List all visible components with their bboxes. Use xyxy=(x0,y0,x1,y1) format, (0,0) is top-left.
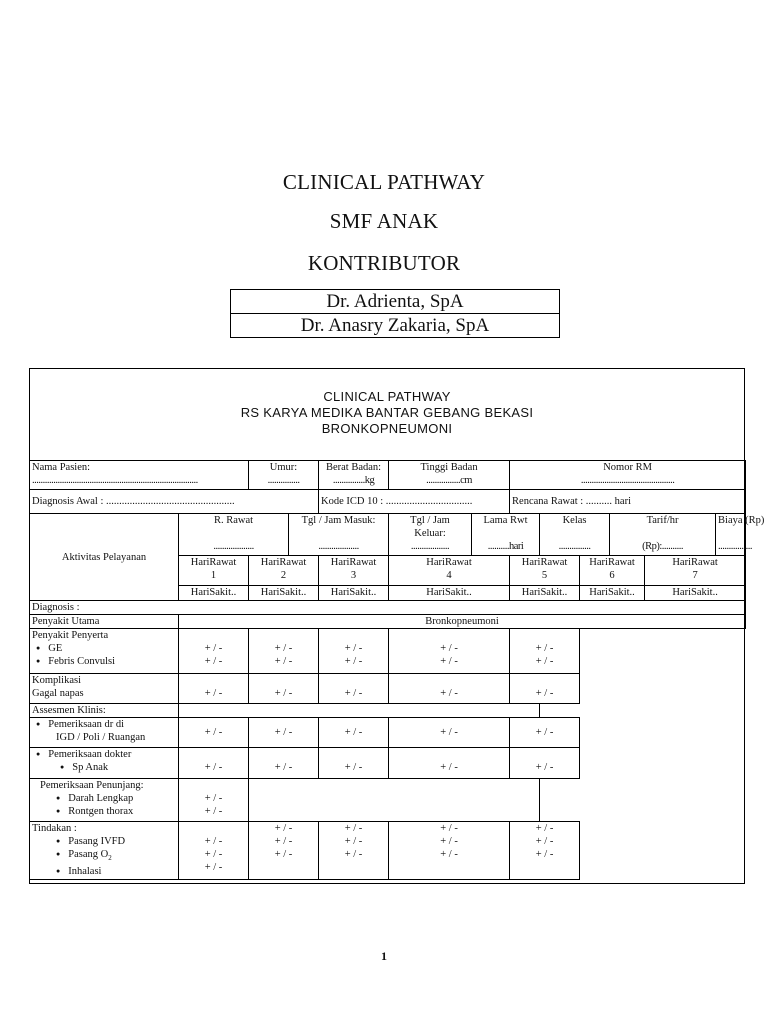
height-field[interactable]: ................cm xyxy=(426,475,472,486)
primary-disease-label: Penyakit Utama xyxy=(30,615,179,629)
empty-cell xyxy=(580,674,746,704)
patient-name-field[interactable]: .............................................................................. xyxy=(32,475,198,486)
cost-cell xyxy=(716,514,765,556)
hospital-day-2: HariRawat 2 xyxy=(249,556,319,586)
planned-stay-field[interactable]: Rencana Rawat : .......... hari xyxy=(510,490,746,514)
procedure-label: Tindakan : xyxy=(32,823,77,834)
contributor-name: Dr. Anasry Zakaria, SpA xyxy=(231,314,560,338)
supporting-exam-xray: ● Rontgen thorax xyxy=(32,805,176,818)
specialist-exam-cell xyxy=(30,748,179,779)
discharge-date-field[interactable]: .................. xyxy=(410,541,450,552)
procedure-ivfd: ● Pasang IVFD xyxy=(32,835,176,848)
length-of-stay-label: Lama Rwt xyxy=(483,515,528,526)
discharge-date-label: Tgl / Jam xyxy=(410,515,450,526)
primary-disease-value: Bronkopneumoni xyxy=(179,615,746,629)
supporting-exam-cell xyxy=(30,779,179,822)
age-label: Umur: xyxy=(269,462,298,473)
icd-code-field[interactable]: Kode ICD 10 : ................................. xyxy=(319,490,510,514)
sick-day-6: HariSakit.. xyxy=(580,586,645,601)
comorbidity-febris: ● Febris Convulsi xyxy=(32,655,176,668)
day1-check[interactable]: + / - xyxy=(179,718,249,748)
day1-check[interactable]: + / - + / - xyxy=(179,779,249,822)
day1-check[interactable]: + / - xyxy=(179,674,249,704)
day4-check[interactable]: + / - xyxy=(389,674,510,704)
admission-date-cell xyxy=(289,514,389,556)
day3-check[interactable]: + / - xyxy=(319,718,389,748)
specialist-exam-label: ● Pemeriksaan dokter xyxy=(32,748,176,761)
day4-check[interactable]: + / - + / - + / - xyxy=(389,822,510,880)
comorbidity-ge: ● GE xyxy=(32,642,176,655)
admission-date-field[interactable]: ................... xyxy=(318,541,359,552)
hospital-day-3: HariRawat 3 xyxy=(319,556,389,586)
day5-check[interactable]: + / - xyxy=(510,748,580,779)
day4-check[interactable]: + / - xyxy=(389,718,510,748)
contributor-title: KONTRIBUTOR xyxy=(307,251,461,275)
empty-cell xyxy=(580,629,746,674)
day2-check[interactable]: + / - + / - xyxy=(249,629,319,674)
admission-date-label: Tgl / Jam Masuk: xyxy=(301,515,376,526)
specialist-exam-item: ● Sp Anak xyxy=(32,761,176,774)
contributor-name: Dr. Adrienta, SpA xyxy=(231,290,560,314)
form-heading-hospital: RS KARYA MEDIKA BANTAR GEBANG BEKASI xyxy=(240,405,534,420)
day5-check[interactable]: + / - + / - + / - xyxy=(510,822,580,880)
day5-check[interactable]: + / - xyxy=(510,674,580,704)
hospital-day-4: HariRawat 4 xyxy=(389,556,510,586)
cost-field[interactable]: ................ xyxy=(718,541,753,552)
department-title: SMF ANAK xyxy=(329,209,439,233)
discharge-date-cell xyxy=(389,514,472,556)
record-number-field[interactable]: ............................................ xyxy=(580,475,675,486)
day4-check[interactable]: + / - + / - xyxy=(389,629,510,674)
empty-cell xyxy=(580,822,746,880)
doctor-exam-label-2: IGD / Poli / Ruangan xyxy=(56,732,146,743)
age-cell xyxy=(249,461,319,490)
hospital-day-5: HariRawat 5 xyxy=(510,556,580,586)
age-field[interactable]: ............... xyxy=(267,475,300,486)
sick-day-1: HariSakit.. xyxy=(179,586,249,601)
contributor-table xyxy=(230,289,560,338)
empty-cell xyxy=(580,748,746,779)
complication-item: Gagal napas xyxy=(32,688,84,699)
day1-check[interactable]: + / - + / - xyxy=(179,629,249,674)
class-cell xyxy=(540,514,610,556)
room-field[interactable]: ................... xyxy=(213,541,254,552)
supporting-exam-label: Pemeriksaan Penunjang: xyxy=(40,780,144,791)
hospital-day-1: HariRawat 1 xyxy=(179,556,249,586)
day2-check[interactable]: + / - xyxy=(249,748,319,779)
empty-cell xyxy=(540,779,746,822)
procedure-o2: ● Pasang $O_2$ xyxy=(32,848,176,865)
form-heading xyxy=(30,389,744,437)
patient-name-cell xyxy=(30,461,249,490)
procedure-cell xyxy=(30,822,179,880)
record-number-cell xyxy=(510,461,746,490)
weight-label: Berat Badan: xyxy=(325,462,382,473)
room-label: R. Rawat xyxy=(213,515,254,526)
hospital-day-7: HariRawat 7 xyxy=(645,556,746,586)
initial-diagnosis-field[interactable]: Diagnosis Awal : ................................................. xyxy=(30,490,319,514)
pathway-table xyxy=(29,460,765,880)
empty-cell xyxy=(580,718,746,748)
comorbidity-label: Penyakit Penyerta xyxy=(32,630,109,641)
discharge-date-label-2: Keluar: xyxy=(414,528,446,539)
weight-field[interactable]: ...............kg xyxy=(332,475,375,486)
day5-check[interactable]: + / - + / - xyxy=(510,629,580,674)
sick-day-7: HariSakit.. xyxy=(645,586,746,601)
day3-check[interactable]: + / - + / - + / - xyxy=(319,822,389,880)
doctor-exam-cell xyxy=(30,718,179,748)
complication-label: Komplikasi xyxy=(32,675,81,686)
tariff-cell xyxy=(610,514,716,556)
day3-check[interactable]: + / - xyxy=(319,748,389,779)
tariff-label: Tarif/hr xyxy=(646,515,679,526)
day2-check[interactable]: + / - + / - + / - xyxy=(249,822,319,880)
empty-cell xyxy=(179,704,540,718)
patient-name-label: Nama Pasien: xyxy=(32,462,91,473)
diagnosis-label: Diagnosis : xyxy=(30,601,746,615)
day2-check[interactable]: + / - xyxy=(249,674,319,704)
hospital-day-6: HariRawat 6 xyxy=(580,556,645,586)
length-of-stay-field[interactable]: ..........hari xyxy=(487,541,524,552)
day5-check[interactable]: + / - xyxy=(510,718,580,748)
sick-day-4: HariSakit.. xyxy=(389,586,510,601)
day3-check[interactable]: + / - + / - xyxy=(319,629,389,674)
day4-check[interactable]: + / - xyxy=(389,748,510,779)
cost-label: Biaya (Rp) xyxy=(718,515,765,526)
sick-day-5: HariSakit.. xyxy=(510,586,580,601)
empty-cell xyxy=(249,779,540,822)
sick-day-3: HariSakit.. xyxy=(319,586,389,601)
complication-cell xyxy=(30,674,179,704)
form-heading-title: CLINICAL PATHWAY xyxy=(323,389,451,404)
length-of-stay-cell xyxy=(472,514,540,556)
day1-check[interactable]: + / - + / - + / - xyxy=(179,822,249,880)
page-title: CLINICAL PATHWAY xyxy=(282,170,486,194)
day2-check[interactable]: + / - xyxy=(249,718,319,748)
height-cell xyxy=(389,461,510,490)
sick-day-2: HariSakit.. xyxy=(249,586,319,601)
class-label: Kelas xyxy=(562,515,587,526)
empty-cell xyxy=(540,704,746,718)
service-activity-label: Aktivitas Pelayanan xyxy=(30,514,179,601)
room-cell xyxy=(179,514,289,556)
comorbidity-cell xyxy=(30,629,179,674)
procedure-inhalation: ● Inhalasi xyxy=(32,865,176,878)
supporting-exam-blood: ● Darah Lengkap xyxy=(32,792,176,805)
day3-check[interactable]: + / - xyxy=(319,674,389,704)
doctor-exam-label: ● Pemeriksaan dr di xyxy=(32,718,176,731)
day1-check[interactable]: + / - xyxy=(179,748,249,779)
page-number: 1 xyxy=(381,949,387,963)
weight-cell xyxy=(319,461,389,490)
height-label: Tinggi Badan xyxy=(420,462,478,473)
tariff-field[interactable]: (Rp):.......... xyxy=(642,541,683,552)
record-number-label: Nomor RM xyxy=(603,462,652,473)
clinical-assessment-label: Assesmen Klinis: xyxy=(30,704,179,718)
class-field[interactable]: ............... xyxy=(558,541,591,552)
form-heading-diagnosis: BRONKOPNEUMONI xyxy=(321,421,453,436)
